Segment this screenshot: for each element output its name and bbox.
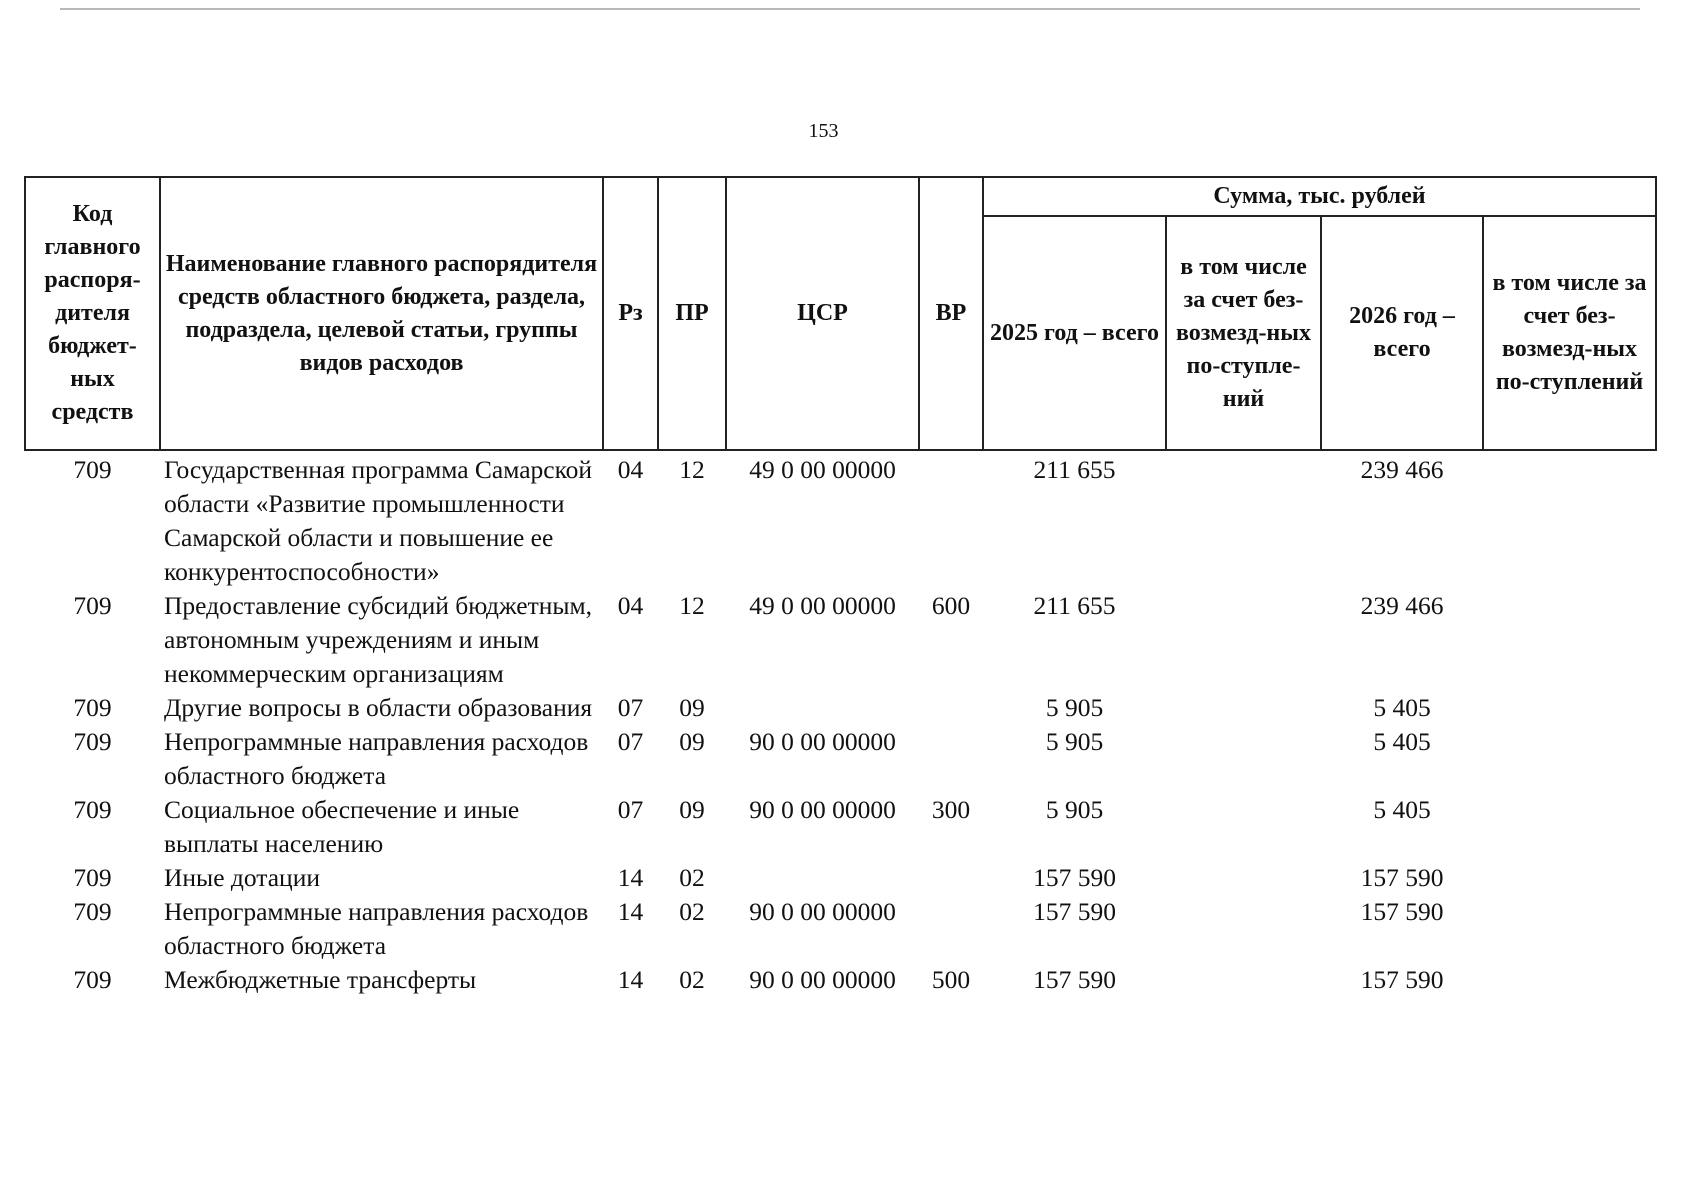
cell-sum-2026: 157 590 — [1360, 863, 1444, 892]
header-2026-total: 2026 год – всего — [1321, 216, 1483, 450]
cell-grants-2025 — [1166, 589, 1321, 691]
cell-rz: 07 — [617, 795, 644, 824]
header-pr: ПР — [658, 177, 726, 450]
cell-name: Социальное обеспечение и иные выплаты населению — [164, 795, 520, 858]
cell-grants-2025 — [1166, 793, 1321, 861]
table-row — [25, 861, 1656, 895]
table-row — [25, 793, 1656, 861]
cell-sum-2026: 5 405 — [1373, 693, 1431, 722]
cell-sum-2026: 239 466 — [1360, 591, 1444, 620]
cell-grants-2026 — [1483, 895, 1656, 963]
cell-vr: 300 — [931, 795, 971, 824]
cell-grants-2025 — [1166, 963, 1321, 997]
cell-grants-2025 — [1166, 895, 1321, 963]
cell-sum-2025: 157 590 — [1033, 863, 1116, 892]
cell-rz: 14 — [617, 863, 644, 892]
cell-vr — [919, 725, 983, 793]
cell-grants-2026 — [1483, 450, 1656, 589]
table-row — [25, 589, 1656, 691]
cell-rz: 14 — [617, 897, 644, 926]
cell-vr — [919, 450, 983, 589]
cell-rz: 14 — [617, 965, 644, 994]
cell-rz: 04 — [617, 455, 644, 484]
table-header — [25, 177, 1656, 450]
header-csr: ЦСР — [726, 177, 919, 450]
cell-pr: 09 — [679, 693, 705, 722]
cell-sum-2025: 5 905 — [1045, 693, 1104, 722]
cell-csr: 90 0 00 00000 — [749, 897, 896, 926]
table-row — [25, 895, 1656, 963]
cell-pr: 12 — [679, 455, 705, 484]
header-2026-grants: в том числе за счет без-возмезд-ных по-ступлений — [1483, 216, 1656, 450]
cell-grants-2025 — [1166, 450, 1321, 589]
cell-grants-2026 — [1483, 725, 1656, 793]
cell-sum-2025: 157 590 — [1033, 897, 1116, 926]
cell-grants-2026 — [1483, 861, 1656, 895]
top-scan-rule — [60, 8, 1640, 10]
cell-csr: 49 0 00 00000 — [749, 591, 896, 620]
cell-name: Иные дотации — [164, 863, 320, 892]
cell-vr — [919, 895, 983, 963]
cell-sum-2026: 5 405 — [1373, 727, 1431, 756]
cell-name: Непрограммные направления расходов областного бюджета — [164, 727, 589, 790]
header-vr: ВР — [919, 177, 983, 450]
header-name: Наименование главного распорядителя средств областного бюджета, раздела, подраздела, целевой статьи, группы видов расходов — [160, 177, 603, 450]
cell-pr: 02 — [679, 965, 705, 994]
cell-name: Другие вопросы в области образования — [164, 693, 593, 722]
cell-name: Государственная программа Самарской области «Развитие промышленности Самарской области и повышение ее конкурентоспособности» — [164, 455, 593, 586]
cell-csr — [726, 861, 919, 895]
cell-code: 709 — [73, 965, 112, 994]
cell-vr — [919, 861, 983, 895]
cell-sum-2025: 211 655 — [1033, 455, 1116, 484]
page-number: 153 — [808, 120, 839, 142]
header-2025-grants: в том числе за счет без-возмезд-ных по-ступле-ний — [1166, 216, 1321, 450]
cell-grants-2026 — [1483, 793, 1656, 861]
cell-pr: 02 — [679, 863, 705, 892]
cell-sum-2025: 5 905 — [1045, 727, 1104, 756]
table-row — [25, 450, 1656, 589]
cell-rz: 04 — [617, 591, 644, 620]
cell-name: Предоставление субсидий бюджетным, автономным учреждениям и иным некоммерческим организациям — [164, 591, 593, 688]
table-body — [25, 450, 1656, 997]
cell-rz: 07 — [617, 693, 644, 722]
cell-name: Непрограммные направления расходов областного бюджета — [164, 897, 589, 960]
cell-code: 709 — [73, 591, 112, 620]
cell-pr: 12 — [679, 591, 705, 620]
cell-grants-2026 — [1483, 589, 1656, 691]
cell-code: 709 — [73, 693, 112, 722]
cell-csr: 90 0 00 00000 — [749, 727, 896, 756]
cell-code: 709 — [73, 727, 112, 756]
header-code: Код главного распоря-дителя бюджет-ных средств — [25, 177, 160, 450]
table-row — [25, 691, 1656, 725]
cell-code: 709 — [73, 455, 112, 484]
cell-rz: 07 — [617, 727, 644, 756]
cell-csr — [726, 691, 919, 725]
cell-pr: 02 — [679, 897, 705, 926]
cell-sum-2025: 157 590 — [1033, 965, 1116, 994]
cell-sum-2025: 5 905 — [1045, 795, 1104, 824]
cell-vr: 600 — [931, 591, 971, 620]
cell-grants-2025 — [1166, 861, 1321, 895]
cell-csr: 90 0 00 00000 — [749, 795, 896, 824]
cell-csr: 90 0 00 00000 — [749, 965, 896, 994]
cell-grants-2025 — [1166, 725, 1321, 793]
header-sum-group: Сумма, тыс. рублей — [983, 177, 1656, 216]
cell-sum-2026: 5 405 — [1373, 795, 1431, 824]
cell-vr: 500 — [931, 965, 971, 994]
cell-sum-2026: 239 466 — [1360, 455, 1444, 484]
table-row — [25, 725, 1656, 793]
cell-sum-2025: 211 655 — [1033, 591, 1116, 620]
cell-name: Межбюджетные трансферты — [164, 965, 477, 994]
table-row — [25, 963, 1656, 997]
cell-code: 709 — [73, 863, 112, 892]
cell-code: 709 — [73, 897, 112, 926]
cell-code: 709 — [73, 795, 112, 824]
budget-table — [24, 176, 1657, 997]
cell-grants-2026 — [1483, 691, 1656, 725]
cell-grants-2026 — [1483, 963, 1656, 997]
cell-pr: 09 — [679, 727, 705, 756]
header-2025-total: 2025 год – всего — [983, 216, 1166, 450]
header-rz: Рз — [603, 177, 658, 450]
cell-sum-2026: 157 590 — [1360, 965, 1444, 994]
cell-grants-2025 — [1166, 691, 1321, 725]
cell-pr: 09 — [679, 795, 705, 824]
cell-sum-2026: 157 590 — [1360, 897, 1444, 926]
cell-vr — [919, 691, 983, 725]
cell-csr: 49 0 00 00000 — [749, 455, 896, 484]
